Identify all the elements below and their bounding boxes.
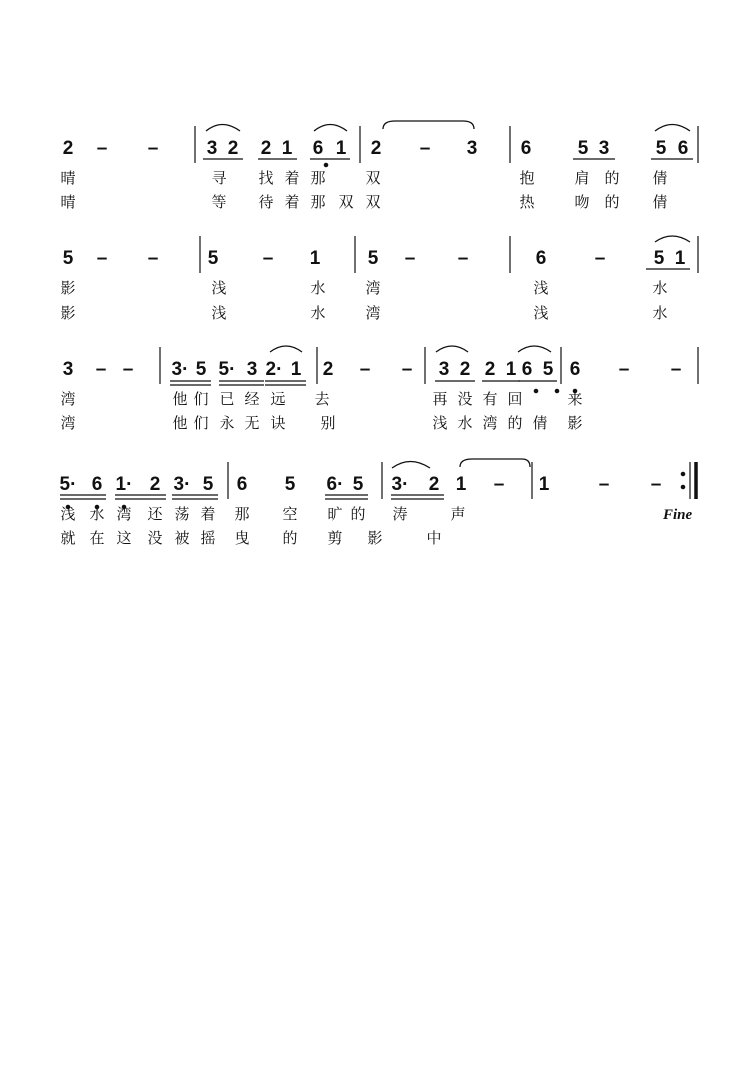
lyric-char: 在	[89, 529, 105, 547]
lyric-char: 来	[567, 390, 583, 408]
lyric-char: 水	[652, 279, 668, 297]
lyric-char: 待	[258, 193, 274, 211]
dash: –	[96, 138, 108, 159]
lyric-char: 浅	[533, 279, 549, 297]
dash: –	[618, 359, 630, 380]
note: 2	[322, 359, 334, 380]
lyric-char: 着	[284, 193, 300, 211]
lyric-char: 那	[234, 505, 250, 523]
slur	[655, 236, 690, 242]
lyric-char: 吻	[574, 193, 590, 211]
lyric-char: 的	[604, 169, 620, 187]
lyric-char: 浅	[533, 304, 549, 322]
lyric-char: 这	[116, 529, 132, 547]
lyric-char: 晴	[60, 169, 76, 187]
lyric-char: 们	[193, 414, 209, 432]
lyric-char: 影	[60, 279, 76, 297]
lyric-char: 浅	[211, 304, 227, 322]
lyric-char: 没	[457, 390, 473, 408]
lyric-char: 经	[244, 390, 260, 408]
lyric-char: 湾	[482, 414, 498, 432]
note: 3·	[391, 474, 409, 495]
note: 6	[91, 474, 103, 495]
dash: –	[594, 248, 606, 269]
lyric-char: 水	[310, 304, 326, 322]
slur	[270, 346, 302, 352]
note: 2	[260, 138, 272, 159]
lyric-char: 湾	[365, 304, 381, 322]
lyric-char: 空	[282, 505, 298, 523]
note: 6	[677, 138, 689, 159]
lyric-char: 寻	[211, 169, 227, 187]
slur	[460, 459, 530, 467]
dash: –	[404, 248, 416, 269]
lyric-char: 去	[314, 390, 330, 408]
octave-dot	[324, 163, 328, 167]
dash: –	[95, 359, 107, 380]
lyric-char: 的	[604, 193, 620, 211]
lyric-char: 就	[60, 529, 76, 547]
lyric-char: 水	[457, 414, 473, 432]
note: 6	[236, 474, 248, 495]
note: 5·	[59, 474, 77, 495]
lyric-char: 荡	[174, 505, 190, 523]
lyric-char: 双	[365, 169, 381, 187]
lyric-char: 湾	[365, 279, 381, 297]
note: 5	[352, 474, 364, 495]
slur	[383, 121, 474, 129]
note: 1	[674, 248, 686, 269]
slur	[206, 125, 240, 132]
lyric-char: 浅	[60, 505, 76, 523]
note: 2	[149, 474, 161, 495]
lyric-char: 中	[426, 529, 442, 547]
lyric-char: 湾	[60, 390, 76, 408]
lyric-char: 旷	[327, 505, 343, 523]
note: 6·	[326, 474, 344, 495]
note: 5	[655, 138, 667, 159]
dash: –	[457, 248, 469, 269]
octave-dot	[555, 389, 559, 393]
note: 1	[455, 474, 467, 495]
lyric-char: 着	[284, 169, 300, 187]
note: 3·	[171, 359, 189, 380]
note: 5	[577, 138, 589, 159]
lyric-char: 别	[320, 414, 336, 432]
lyric-char: 影	[367, 529, 383, 547]
repeat-dot	[681, 472, 685, 476]
note: 2	[459, 359, 471, 380]
lyric-char: 他	[172, 390, 188, 408]
lyric-char: 浅	[432, 414, 448, 432]
lyric-char: 肩	[574, 169, 590, 187]
note: 1	[538, 474, 550, 495]
note: 1	[335, 138, 347, 159]
note: 1	[290, 359, 302, 380]
lyric-char: 诀	[270, 414, 286, 432]
dash: –	[359, 359, 371, 380]
lyric-char: 倩	[652, 169, 668, 187]
lyric-char: 那	[310, 193, 326, 211]
lyric-char: 等	[211, 193, 227, 211]
note: 3	[466, 138, 478, 159]
lyric-char: 双	[338, 193, 354, 211]
lyric-char: 影	[60, 304, 76, 322]
lyric-char: 倩	[532, 414, 548, 432]
lyric-char: 曳	[234, 529, 250, 547]
note: 2	[428, 474, 440, 495]
lyric-char: 剪	[327, 529, 343, 547]
lyric-char: 水	[89, 505, 105, 523]
lyric-char: 湾	[60, 414, 76, 432]
lyric-char: 已	[219, 390, 235, 408]
lyric-char: 的	[282, 529, 298, 547]
note: 6	[535, 248, 547, 269]
note: 5·	[218, 359, 236, 380]
lyric-char: 晴	[60, 193, 76, 211]
lyric-char: 永	[219, 414, 235, 432]
lyric-char: 涛	[392, 505, 408, 523]
note: 6	[569, 359, 581, 380]
note: 2·	[265, 359, 283, 380]
slur	[436, 346, 468, 352]
dash: –	[401, 359, 413, 380]
slur	[392, 462, 430, 469]
lyric-char: 倩	[652, 193, 668, 211]
lyric-char: 他	[172, 414, 188, 432]
fine-marking: Fine	[663, 507, 693, 523]
note: 5	[62, 248, 74, 269]
repeat-dot	[681, 485, 685, 489]
dash: –	[650, 474, 662, 495]
slur	[518, 346, 551, 352]
lyric-char: 水	[652, 304, 668, 322]
dash: –	[96, 248, 108, 269]
note: 3	[598, 138, 610, 159]
note: 2	[62, 138, 74, 159]
dash: –	[147, 138, 159, 159]
note: 5	[367, 248, 379, 269]
note: 5	[653, 248, 665, 269]
note: 1	[505, 359, 517, 380]
lyric-char: 水	[310, 279, 326, 297]
note: 5	[202, 474, 214, 495]
octave-dot	[534, 389, 538, 393]
note: 3	[206, 138, 218, 159]
lyric-char: 有	[482, 390, 498, 408]
lyric-char: 找	[258, 169, 274, 187]
note: 5	[195, 359, 207, 380]
lyric-char: 影	[567, 414, 583, 432]
note: 6	[312, 138, 324, 159]
note: 1	[281, 138, 293, 159]
dash: –	[670, 359, 682, 380]
lyric-char: 声	[450, 505, 466, 523]
lyric-char: 没	[147, 529, 163, 547]
note: 5	[284, 474, 296, 495]
lyric-char: 的	[350, 505, 366, 523]
lyric-char: 浅	[211, 279, 227, 297]
lyric-char: 被	[174, 529, 190, 547]
note: 5	[207, 248, 219, 269]
note: 2	[227, 138, 239, 159]
note: 3	[438, 359, 450, 380]
note: 3·	[173, 474, 191, 495]
dash: –	[262, 248, 274, 269]
lyric-char: 摇	[200, 529, 216, 547]
lyric-char: 的	[507, 414, 523, 432]
note: 3	[246, 359, 258, 380]
lyric-char: 回	[507, 390, 523, 408]
note: 5	[542, 359, 554, 380]
note: 1	[309, 248, 321, 269]
lyric-char: 热	[519, 193, 535, 211]
dash: –	[493, 474, 505, 495]
slur	[655, 125, 690, 132]
dash: –	[598, 474, 610, 495]
lyric-char: 们	[193, 390, 209, 408]
lyric-char: 无	[244, 414, 260, 432]
lyric-char: 双	[365, 193, 381, 211]
lyric-char: 那	[310, 169, 326, 187]
lyric-char: 着	[200, 505, 216, 523]
note: 2	[484, 359, 496, 380]
lyric-char: 还	[147, 505, 163, 523]
note: 2	[370, 138, 382, 159]
slur	[314, 125, 347, 132]
lyric-char: 湾	[116, 505, 132, 523]
note: 6	[521, 359, 533, 380]
lyric-char: 抱	[519, 169, 535, 187]
dash: –	[147, 248, 159, 269]
dash: –	[122, 359, 134, 380]
note: 3	[62, 359, 74, 380]
lyric-char: 再	[432, 390, 448, 408]
lyric-char: 远	[270, 390, 286, 408]
dash: –	[419, 138, 431, 159]
note: 1·	[115, 474, 133, 495]
note: 6	[520, 138, 532, 159]
